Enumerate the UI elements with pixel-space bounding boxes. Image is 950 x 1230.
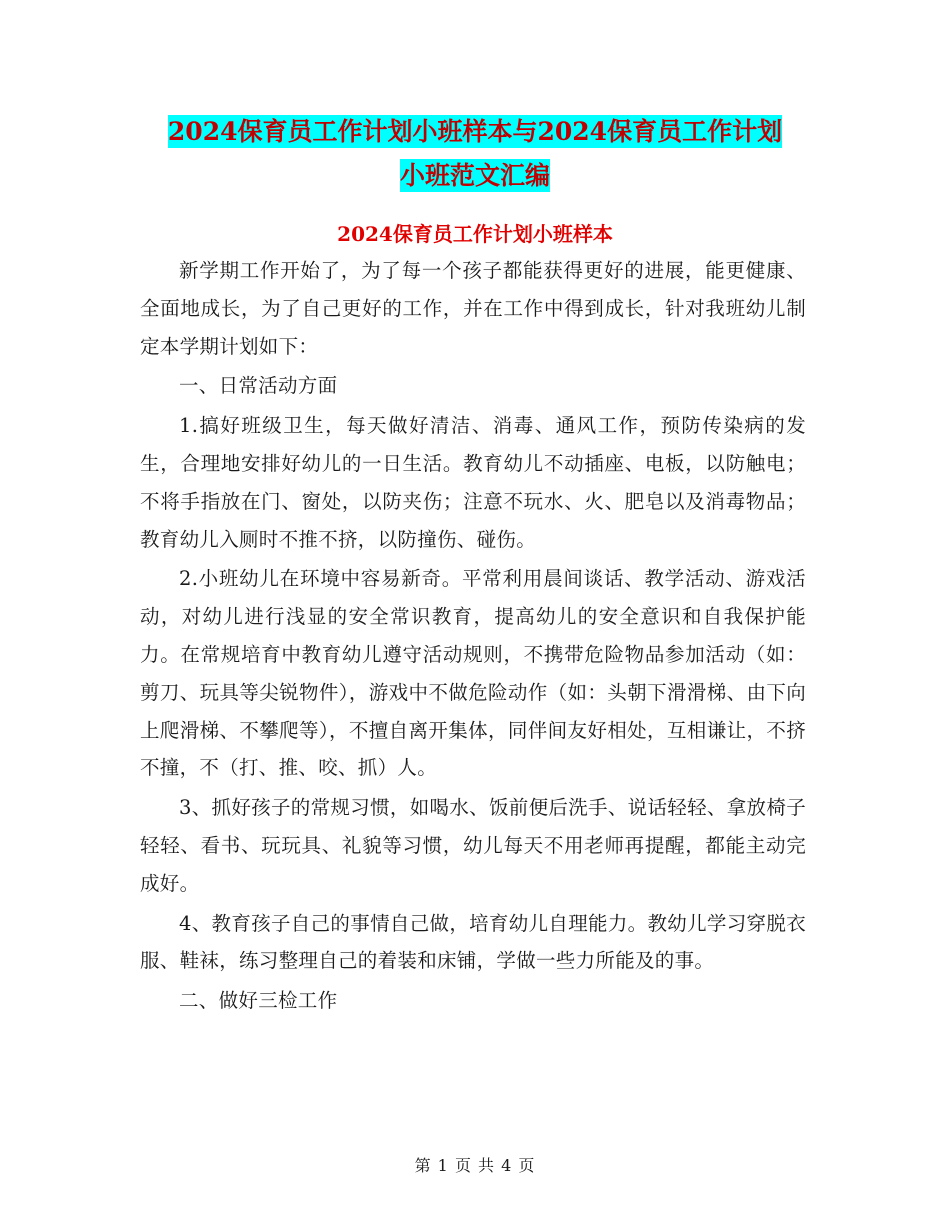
document-title	[140, 110, 810, 198]
document-title-line2: 小班范文汇编	[399, 161, 550, 190]
document-title-line1: 2024保育员工作计划小班样本与2024保育员工作计划	[167, 117, 783, 146]
document-body	[140, 252, 806, 1022]
paragraph-item-4: 4、教育孩子自己的事情自己做，培育幼儿自理能力。教幼儿学习穿脱衣服、鞋袜，练习整理自己的着装和床铺，学做一些力所能及的事。	[140, 911, 806, 973]
heading-three-checks: 二、做好三检工作	[179, 989, 338, 1013]
section-title: 2024保育员工作计划小班样本	[337, 222, 613, 246]
heading-daily-activities: 一、日常活动方面	[179, 374, 338, 398]
paragraph-item-1: 1.搞好班级卫生，每天做好清洁、消毒、通风工作，预防传染病的发生，合理地安排好幼儿的一日生活。教育幼儿不动插座、电板，以防触电；不将手指放在门、窗处，以防夹伤；注意不玩水、火、肥皂以及消毒物品；教育幼儿入厕时不推不挤，以防撞伤、碰伤。	[140, 414, 806, 551]
paragraph-item-3: 3、抓好孩子的常规习惯，如喝水、饭前便后洗手、说话轻轻、拿放椅子轻轻、看书、玩玩具、礼貌等习惯，幼儿每天不用老师再提醒，都能主动完成好。	[140, 796, 806, 895]
paragraph-item-2: 2.小班幼儿在环境中容易新奇。平常利用晨间谈话、教学活动、游戏活动，对幼儿进行浅显的安全常识教育，提高幼儿的安全意识和自我保护能力。在常规培育中教育幼儿遵守活动规则，不携带危险物品参加活动（如：剪刀、玩具等尖锐物件），游戏中不做危险动作（如：头朝下滑滑梯、由下向上爬滑梯、不攀爬等），不擅自离开集体，同伴间友好相处，互相谦让，不挤不撞，不（打、推、咬、抓）人。	[140, 567, 806, 780]
paragraph-intro: 新学期工作开始了，为了每一个孩子都能获得更好的进展，能更健康、全面地成长，为了自己更好的工作，并在工作中得到成长，针对我班幼儿制定本学期计划如下：	[140, 259, 806, 358]
page-footer: 第 1 页 共 4 页	[414, 1156, 536, 1175]
